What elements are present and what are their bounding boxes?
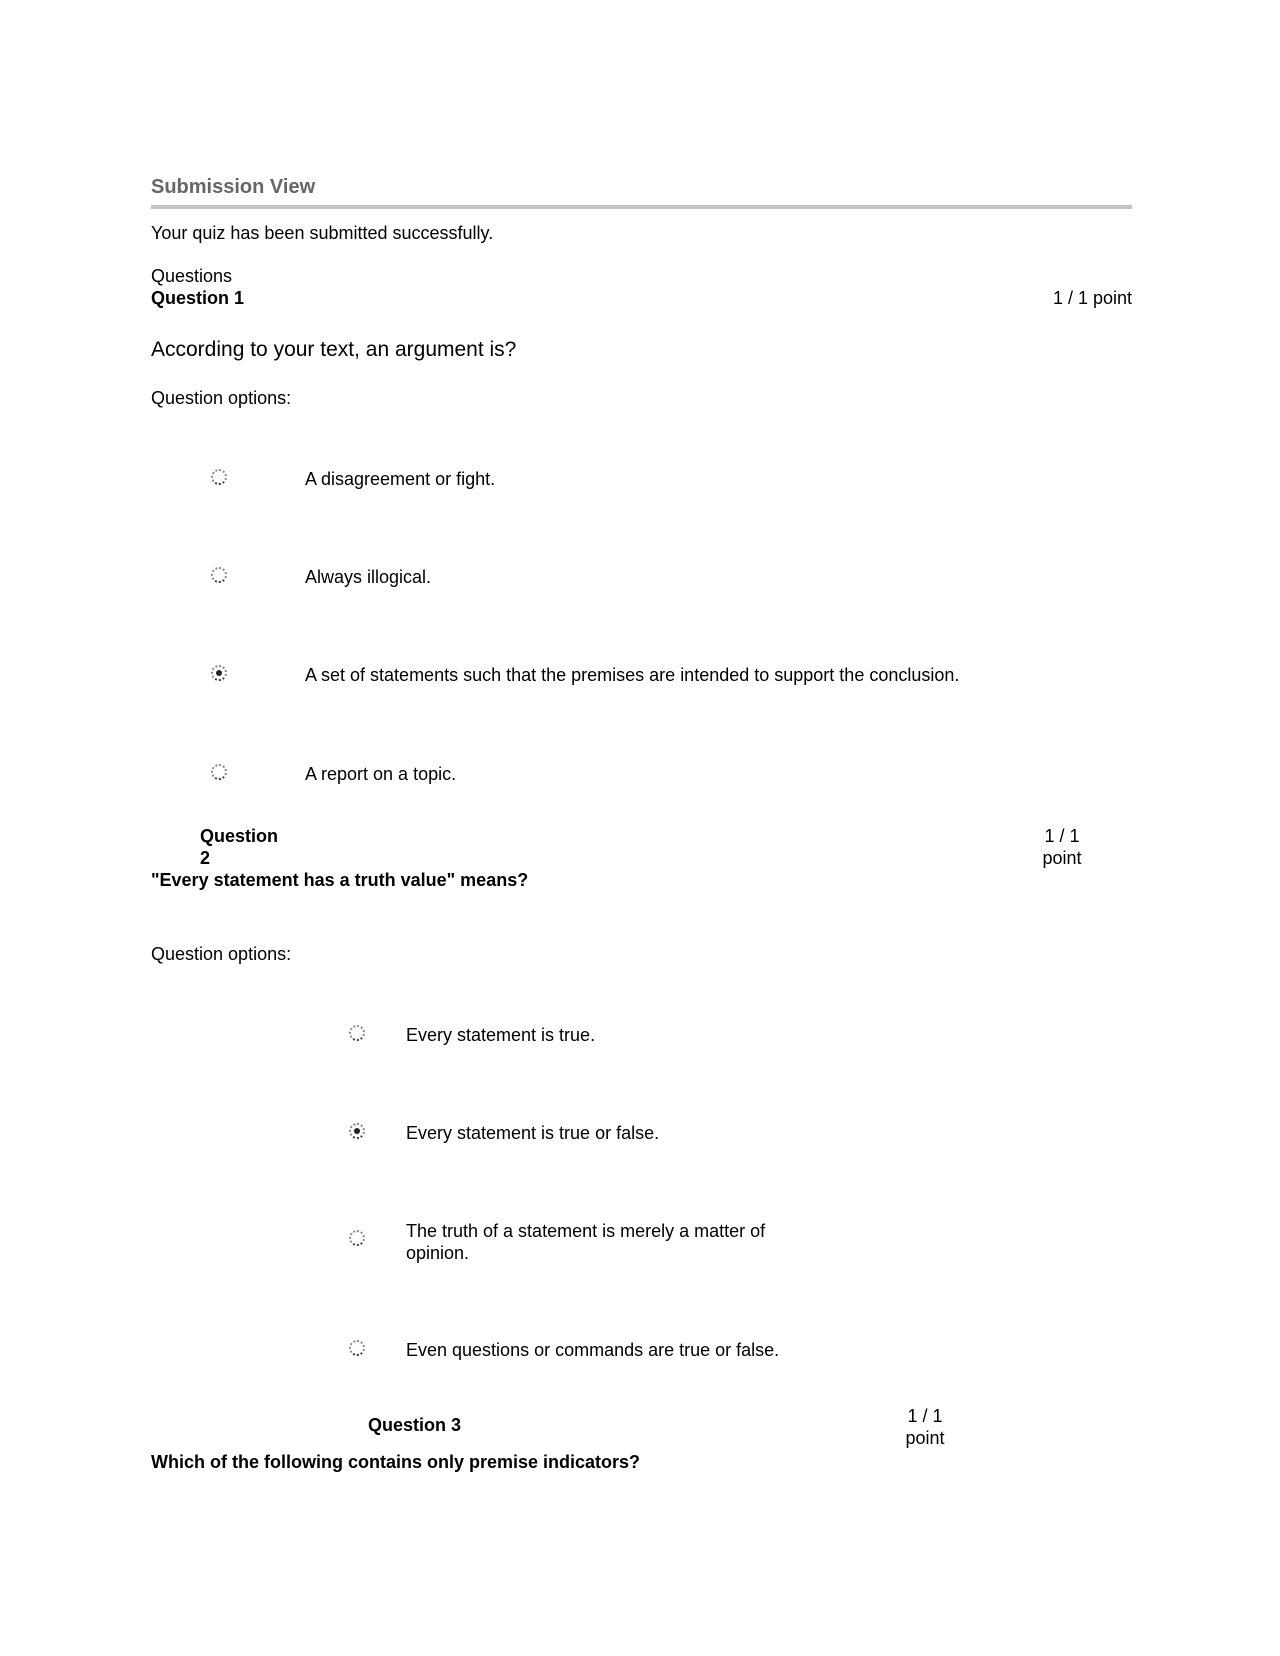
question-2-heading-line-2: 2 (200, 848, 211, 868)
question-3-heading: Question 3 (368, 1415, 462, 1435)
option-text: Always illogical. (305, 567, 432, 587)
question-3-score-line-1: 1 / 1 (907, 1406, 943, 1426)
question-3-prompt: Which of the following contains only premise indicators? (151, 1452, 641, 1472)
option-text: A report on a topic. (305, 764, 457, 784)
question-3-score (895, 1405, 955, 1449)
radio-button-selected[interactable] (349, 1123, 365, 1139)
radio-button[interactable] (211, 764, 227, 780)
question-2-score-line-2: point (1042, 848, 1082, 868)
question-2-score (1032, 825, 1092, 869)
question-1-score: 1 / 1 point (1052, 288, 1132, 308)
question-2-score-line-1: 1 / 1 (1044, 826, 1080, 846)
question-2-heading-line-1: Question (200, 826, 279, 846)
question-2-heading (200, 825, 278, 869)
radio-button[interactable] (211, 469, 227, 485)
question-2-options-label: Question options: (151, 944, 292, 964)
option-text: Even questions or commands are true or false. (406, 1340, 780, 1360)
radio-button[interactable] (349, 1025, 365, 1041)
option-text: A disagreement or fight. (305, 469, 496, 489)
radio-button-selected[interactable] (211, 665, 227, 681)
option-text: Every statement is true. (406, 1025, 596, 1045)
question-3-score-line-2: point (905, 1428, 945, 1448)
question-2-prompt: "Every statement has a truth value" means? (151, 870, 529, 890)
title-divider (151, 205, 1132, 209)
radio-button[interactable] (349, 1230, 365, 1246)
page-title: Submission View (151, 176, 316, 198)
questions-label: Questions (151, 266, 233, 286)
submission-confirmation: Your quiz has been submitted successfully. (151, 223, 494, 243)
option-text: The truth of a statement is merely a matter of opinion. (406, 1221, 766, 1263)
radio-button[interactable] (349, 1340, 365, 1356)
radio-button[interactable] (211, 567, 227, 583)
option-text: A set of statements such that the premises are intended to support the conclusion. (305, 665, 960, 685)
question-1-prompt: According to your text, an argument is? (151, 338, 517, 361)
question-1-heading: Question 1 (151, 288, 245, 308)
question-1-options-label: Question options: (151, 388, 292, 408)
option-text: Every statement is true or false. (406, 1123, 660, 1143)
